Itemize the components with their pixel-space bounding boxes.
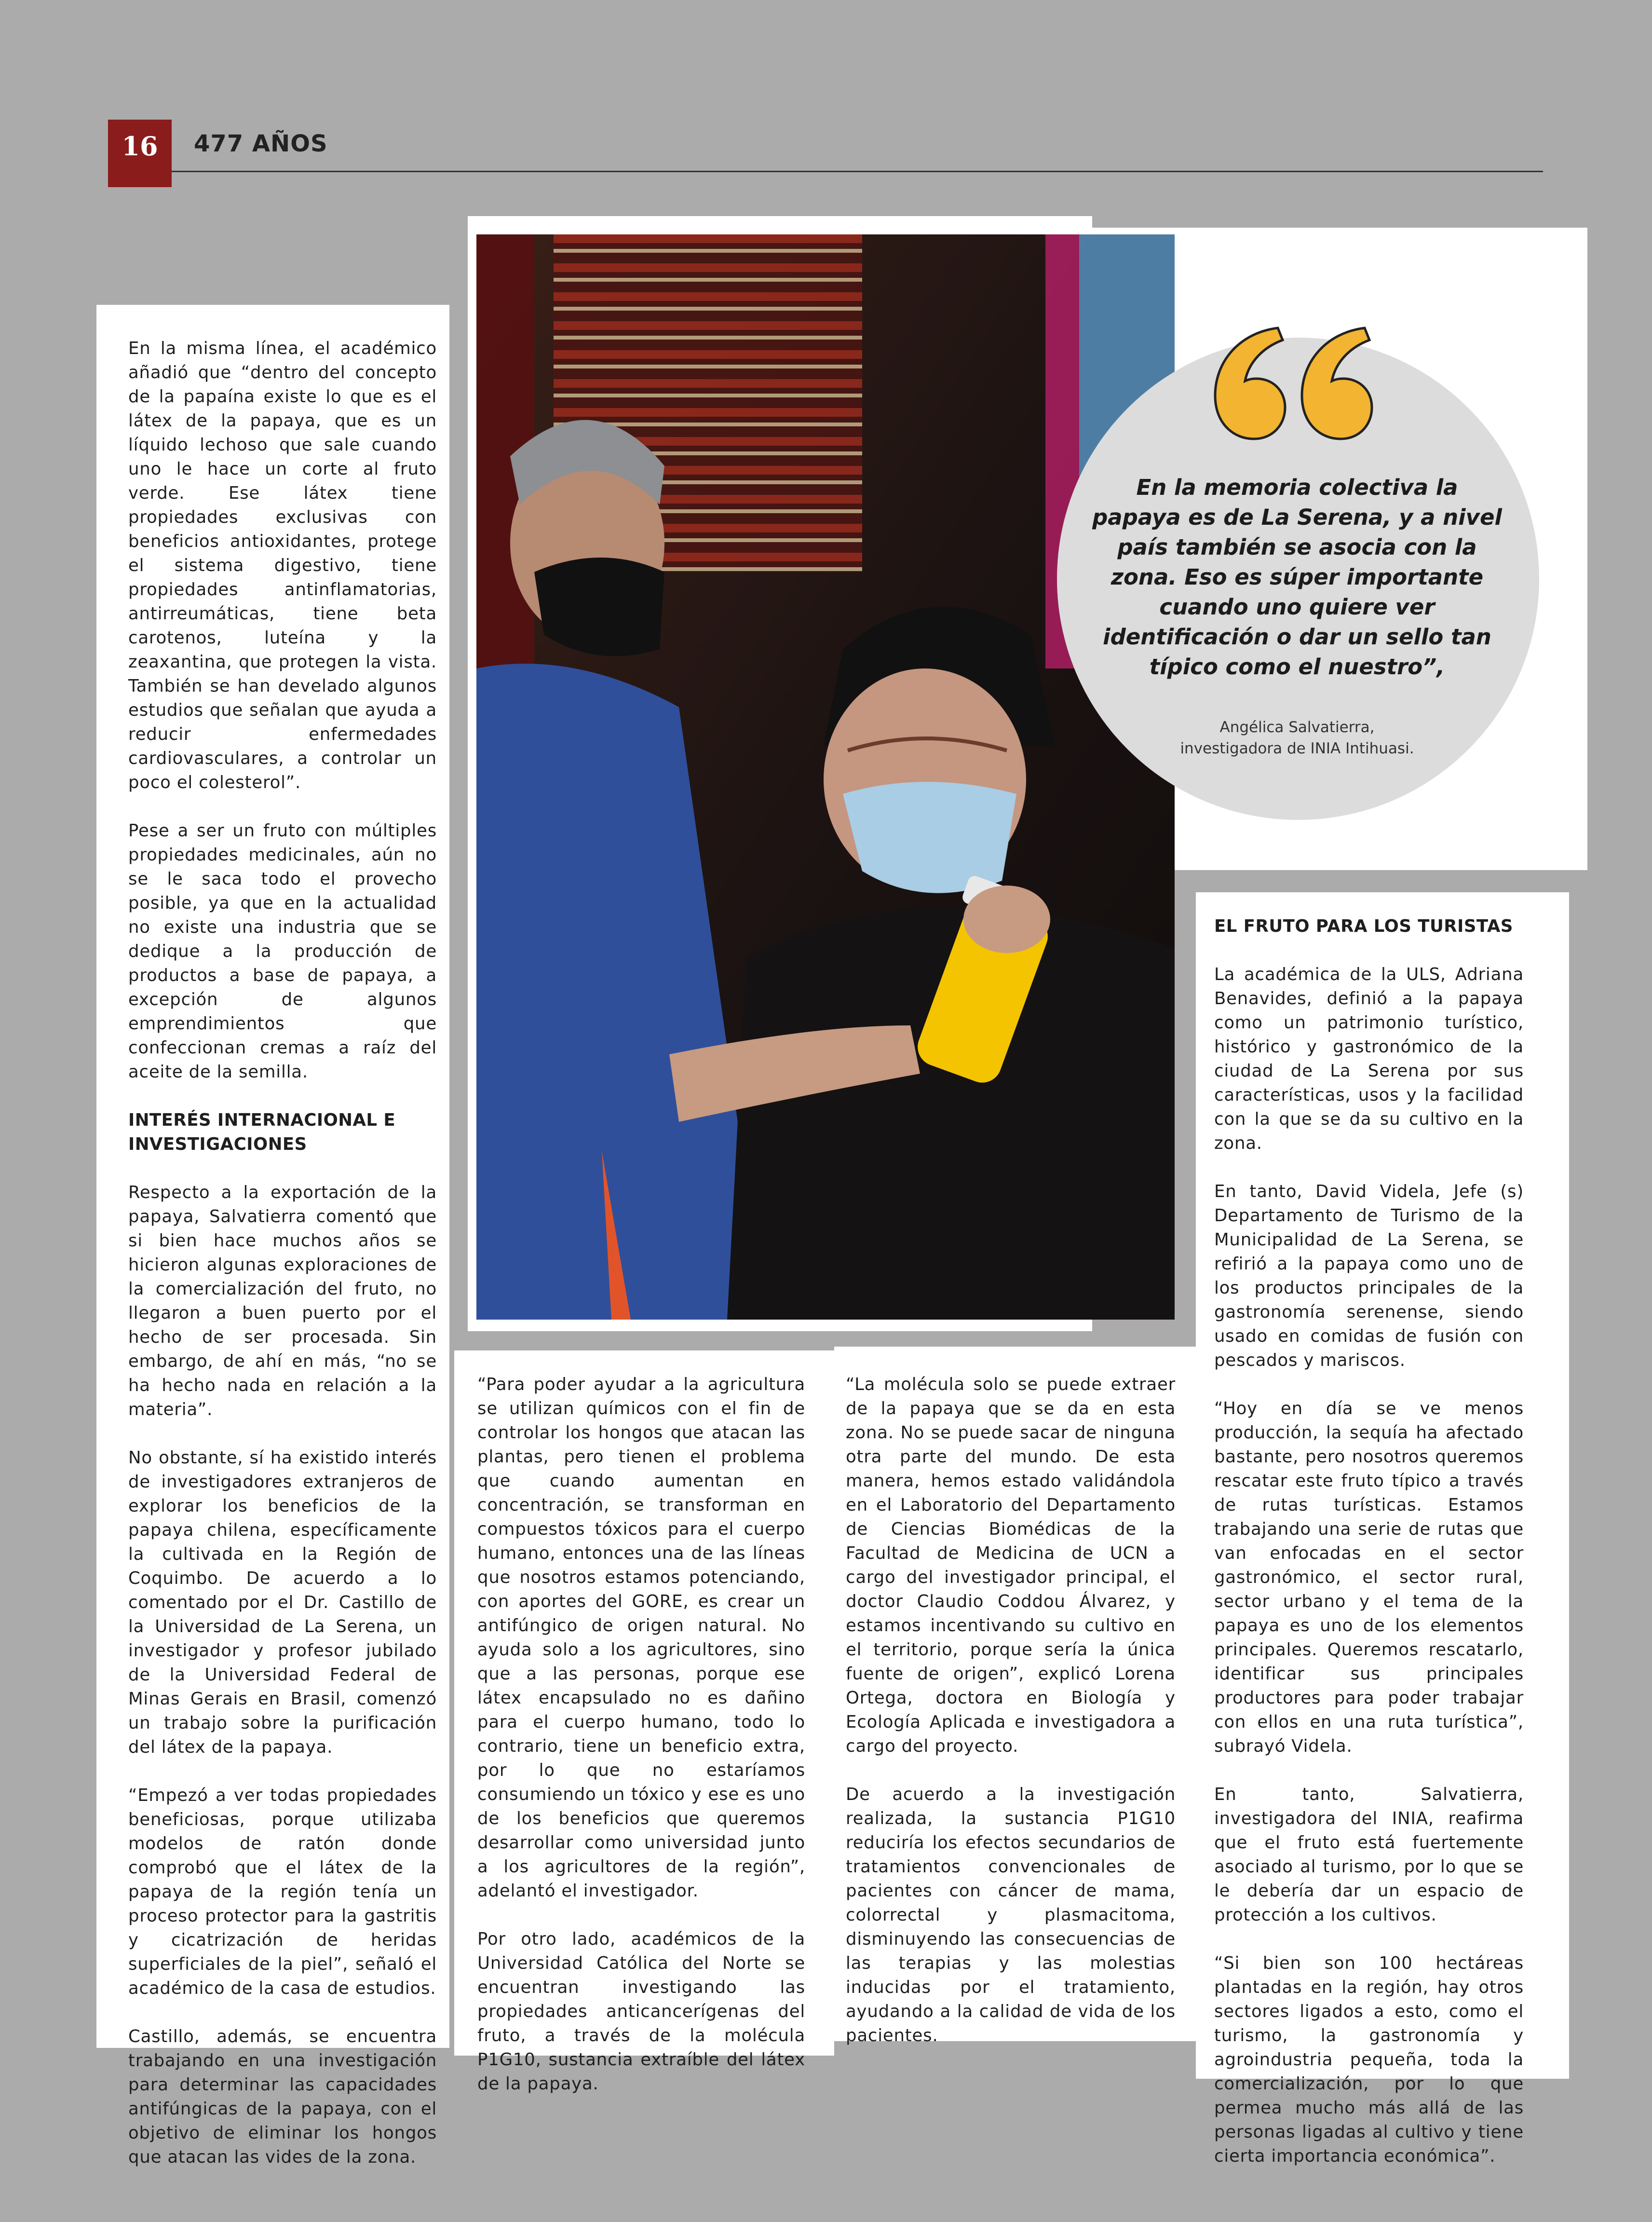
section-title: 477 AÑOS — [194, 130, 328, 157]
subheading: EL FRUTO PARA LOS TURISTAS — [1214, 916, 1513, 936]
subheading: INTERÉS INTERNACIONAL E INVESTIGACIONES — [128, 1110, 396, 1154]
column-1 — [128, 337, 437, 2169]
paragraph: En tanto, Salvatierra, investigadora del INIA, reafirma que el fruto está fuertemente asociado al turismo, por lo que se le debería dar un espacio de protección a los cultivos. — [1214, 1785, 1524, 1925]
paragraph: De acuerdo a la investigación realizada, la sustancia P1G10 reduciría los efectos secundarios de tratamientos convencionales de pacientes con cáncer de mama, colorrectal y plasmacitoma, disminuyendo las consecuencias de las terapias y las molestias inducidas por el tratamiento, ayudando a la calidad de vida de los pacientes. — [846, 1785, 1176, 2045]
paragraph: No obstante, sí ha existido interés de investigadores extranjeros de explorar los beneficios de la papaya chilena, específicamente la cultivada en la Región de Coquimbo. De acuerdo a lo comentado por el Dr. Castillo de la Universidad de La Serena, un investigador y profesor jubilado de la Universidad Federal de Minas Gerais en Brasil, comenzó un trabajo sobre la purificación del látex de la papaya. — [128, 1448, 437, 1757]
paragraph: “Hoy en día se ve menos producción, la sequía ha afectado bastante, pero nosotros queremos rescatar este fruto típico a través de rutas turísticas. Estamos trabajando una serie de rutas que van enfocadas en el sector gastronómico, el sector rural, sector urbano y el tema de la papaya es uno de los elementos principales. Queremos rescatarlo, identificar sus principales productores para poder trabajar con ellos en una ruta turística”, subrayó Videla. — [1214, 1399, 1524, 1756]
people-at-market-photo — [476, 234, 1175, 1320]
quote-author — [1109, 717, 1485, 759]
quote-mark-icon — [1205, 318, 1379, 449]
column-4 — [1214, 914, 1524, 2168]
column-3 — [846, 1373, 1176, 2048]
column-2 — [477, 1373, 805, 2096]
paragraph: En la misma línea, el académico añadió que “dentro del concepto de la papaína existe lo que es el látex de la papaya, que es un líquido lechoso que sale cuando uno le hace un corte al fruto verde. Ese látex tiene propiedades exclusivas con beneficios antioxidantes, protege el sistema digestivo, tiene propiedades antinflamatorias, antirreumáticas, tiene beta carotenos, luteína y la zeaxantina, que protegen la vista. También se han develado algunos estudios que señalan que ayuda a reducir enfermedades cardiovasculares, a controlar un poco el colesterol”. — [128, 339, 437, 792]
paragraph: “Si bien son 100 hectáreas plantadas en la región, hay otros sectores ligados a esto, como el turismo, la gastronomía y agroindustria pequeña, toda la comercialización, por lo que permea mucho más allá de las personas ligadas al cultivo y tiene cierta importancia económica”. — [1214, 1953, 1524, 2166]
market-photo — [476, 234, 1175, 1320]
header-rule — [172, 171, 1543, 172]
page-number: 16 — [108, 120, 172, 187]
quote-author-name: Angélica Salvatierra, — [1219, 719, 1375, 736]
paragraph: La académica de la ULS, Adriana Benavides, definió a la papaya como un patrimonio turístico, histórico y gastronómico de la ciudad de La Serena por sus características, usos y la facilidad con la que se da su cultivo en la zona. — [1214, 965, 1524, 1153]
paragraph: Castillo, además, se encuentra trabajando en una investigación para determinar las capacidades antifúngicas de la papaya, con el objetivo de eliminar los hongos que atacan las vides de la zona. — [128, 2027, 437, 2167]
paragraph: “La molécula solo se puede extraer de la papaya que se da en esta zona. No se puede sacar de ninguna otra parte del mundo. De esta manera, hemos estado validándola en el Laboratorio del Departamento de Ciencias Biomédicas de la Facultad de Medicina de UCN a cargo del investigador principal, el doctor Claudio Coddou Álvarez, y estamos incentivando su cultivo en el territorio, porque sería la única fuente de origen”, explicó Lorena Ortega, doctora en Biología y Ecología Aplicada e investigadora a cargo del proyecto. — [846, 1375, 1176, 1756]
paragraph: “Empezó a ver todas propiedades beneficiosas, porque utilizaba modelos de ratón donde comprobó que el látex de la papaya de la región tenía un proceso protector para la gastritis y cicatrización de heridas superficiales de la piel”, señaló el académico de la casa de estudios. — [128, 1786, 437, 1998]
paragraph: Por otro lado, académicos de la Universidad Católica del Norte se encuentran investigando las propiedades anticancerígenas del fruto, a través de la molécula P1G10, sustancia extraíble del látex de la papaya. — [477, 1929, 805, 2094]
quote-author-role: investigadora de INIA Intihuasi. — [1180, 740, 1414, 757]
paragraph: “Para poder ayudar a la agricultura se utilizan químicos con el fin de controlar los hongos que atacan las plantas, pero tienen el problema que cuando aumentan en concentración, se transforman en compuestos tóxicos para el cuerpo humano, entonces una de las líneas que nosotros estamos potenciando, con aportes del GORE, es crear un antifúngico de origen natural. No ayuda solo a los agricultores, sino que a las personas, porque ese látex encapsulado no es dañino para el cuerpo humano, todo lo contrario, tiene un beneficio extra, por lo que no estaríamos consumiendo un tóxico y ese es uno de los beneficios que queremos desarrollar como universidad junto a los agricultores de la región”, adelantó el investigador. — [477, 1375, 805, 1901]
paragraph: En tanto, David Videla, Jefe (s) Departamento de Turismo de la Municipalidad de La Serena, se refirió a la papaya como uno de los productos principales de la gastronomía serenense, siendo usado en comidas de fusión con pescados y mariscos. — [1214, 1182, 1524, 1370]
paragraph: Respecto a la exportación de la papaya, Salvatierra comentó que si bien hace muchos años se hicieron algunas exploraciones de la comercialización del fruto, no llegaron a buen puerto por el hecho de ser procesada. Sin embargo, de ahí en más, “no se ha hecho nada en relación a la materia”. — [128, 1183, 437, 1419]
pull-quote-text: En la memoria colectiva la papaya es de La Serena, y a nivel país también se asocia con la zona. Eso es súper importante cuando uno quiere ver identificación o dar un sello tan típico como el nuestro”, — [1092, 475, 1502, 680]
paragraph: Pese a ser un fruto con múltiples propiedades medicinales, aún no se le saca todo el provecho posible, ya que en la actualidad no existe una industria que se dedique a la producción de productos a base de papaya, a excepción de algunos emprendimientos que confeccionan cremas a raíz del aceite de la semilla. — [128, 821, 437, 1082]
